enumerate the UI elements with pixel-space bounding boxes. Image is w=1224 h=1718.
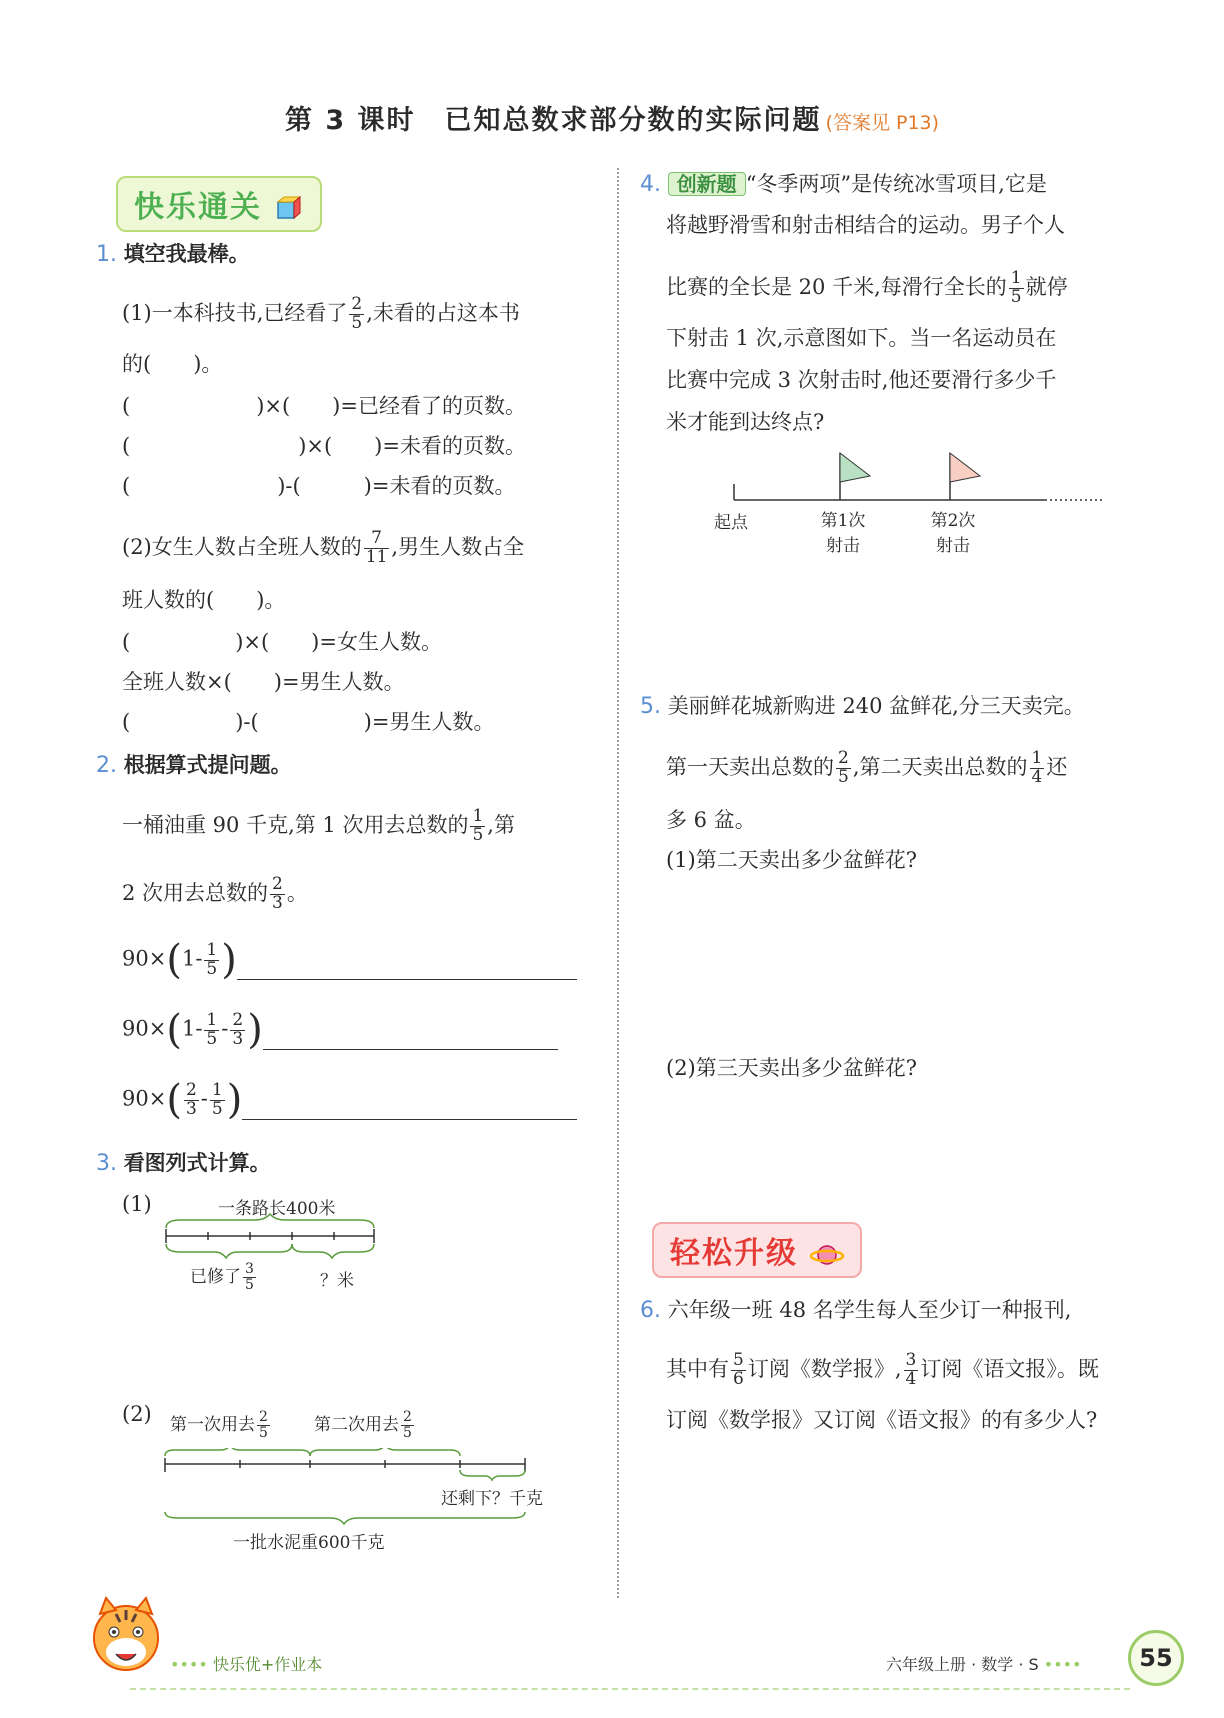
- q1-part2-blank1[interactable]: ( )×( )=女生人数。: [122, 630, 442, 654]
- tiger-mascot-icon: [86, 1594, 166, 1680]
- text-segment: 美丽鲜花城新购进 240 盆鲜花,分三天卖完。: [667, 694, 1085, 718]
- q4-shot2-label: [928, 506, 978, 556]
- text-segment: 第一次用去: [170, 1415, 255, 1435]
- fraction: $\frac{3}{4}$: [905, 1350, 917, 1389]
- q6-line2: [666, 1352, 1099, 1389]
- text-segment: 第一天卖出总数的: [666, 754, 834, 779]
- q4-line3: [666, 270, 1068, 307]
- fraction: $\frac{2}{3}$: [232, 1009, 244, 1049]
- q4-line5: 比赛中完成 3 次射击时,他还要滑行多少千: [666, 368, 1057, 392]
- fraction: $\frac{5}{6}$: [733, 1350, 744, 1389]
- q3-part1-label: (1): [122, 1192, 152, 1216]
- fraction: $\frac{1}{5}$: [206, 939, 218, 979]
- q3-part1-total-label: 一条路长400米: [218, 1199, 336, 1219]
- q1-part2-line1: [122, 530, 524, 567]
- fraction: $\frac{1}{5}$: [211, 1079, 223, 1119]
- lesson-title: 第 3 课时 已知总数求部分数的实际问题: [284, 105, 822, 136]
- q5-sub2: (2)第三天卖出多少盆鲜花?: [666, 1056, 918, 1080]
- text-segment: -: [200, 1086, 208, 1111]
- text-segment: 比赛的全长是 20 千米,每滑行全长的: [666, 274, 1007, 299]
- text-segment: 第二次用去: [314, 1415, 399, 1435]
- footer-book-info: 六年级上册 · 数学 · S ••••: [886, 1655, 1082, 1674]
- page-title: [0, 98, 1224, 137]
- text-segment: 1: [181, 1016, 196, 1041]
- column-divider: [617, 168, 619, 1598]
- q4-line2: 将越野滑雪和射击相结合的运动。男子个人: [666, 213, 1065, 237]
- q1-part2-blank2[interactable]: 全班人数×( )=男生人数。: [122, 670, 405, 694]
- section-badge-happy-pass: [116, 176, 322, 232]
- q4-line6: 米才能到达终点?: [666, 410, 825, 434]
- text-segment: ,未看的占这本书: [366, 300, 520, 325]
- q5-line3: 多 6 盆。: [666, 808, 756, 832]
- q3-part2-first-label: [170, 1410, 272, 1441]
- fraction: $\frac{1}{5}$: [472, 806, 484, 845]
- question-heading: 根据算式提问题。: [123, 753, 292, 777]
- question-number: 6.: [640, 1298, 661, 1323]
- text-segment: -: [195, 1016, 203, 1041]
- question-number: 4.: [640, 172, 661, 197]
- planet-icon: [810, 1240, 844, 1270]
- fraction: $\frac{2}{3}$: [185, 1079, 197, 1119]
- section-badge-label: 快乐通关: [134, 190, 262, 225]
- text-segment: 90×: [122, 946, 167, 971]
- q4-shot1-label: [818, 506, 868, 556]
- q1-part1-blank3[interactable]: ( )-( )=未看的页数。: [122, 474, 516, 498]
- question-number: 1.: [96, 242, 117, 267]
- q6-line1: [640, 1300, 1071, 1322]
- q5-line2: [666, 750, 1067, 787]
- text-segment: ,男生人数占全: [391, 534, 525, 559]
- footer-book-text: 六年级上册 · 数学 · S: [886, 1655, 1039, 1674]
- fraction: $\frac{2}{5}$: [259, 1409, 268, 1441]
- q3-part1-unknown-label: ？米: [320, 1271, 354, 1291]
- text-segment: 六年级一班 48 名学生每人至少订一种报刊,: [667, 1298, 1072, 1322]
- q2-expression-1: 90×(1- $\frac{1}{5}$ ): [122, 940, 577, 980]
- text-segment: 90×: [122, 1086, 167, 1111]
- text-segment: ,第二天卖出总数的: [852, 754, 1028, 779]
- fraction: $\frac{1}{5}$: [1010, 268, 1022, 307]
- fraction: $\frac{1}{4}$: [1031, 748, 1043, 787]
- q1-part2-line2: 班人数的( )。: [122, 588, 286, 612]
- text-segment: ,第: [487, 812, 515, 837]
- footer-brand-text: 快乐优+作业本: [212, 1655, 323, 1674]
- text-segment: 第2次: [930, 511, 976, 531]
- text-segment: 还: [1046, 754, 1068, 779]
- section-badge-easy-upgrade: [652, 1222, 862, 1278]
- q2-line1: [122, 808, 515, 845]
- footer-dashed-line: [130, 1688, 1130, 1690]
- answer-line[interactable]: [242, 1119, 577, 1120]
- innovation-tag: 创新题: [668, 172, 746, 196]
- question-heading: 填空我最棒。: [123, 242, 250, 266]
- q1-part1-blank2[interactable]: ( )×( )=未看的页数。: [122, 434, 526, 458]
- text-segment: 射击: [826, 536, 860, 556]
- text-segment: 就停: [1025, 274, 1068, 299]
- question-heading: 看图列式计算。: [123, 1151, 271, 1175]
- fraction: $\frac{3}{5}$: [245, 1261, 254, 1293]
- text-segment: 90×: [122, 1016, 167, 1041]
- q3-heading: [96, 1153, 271, 1175]
- q2-heading: [96, 755, 292, 777]
- fraction: $\frac{2}{5}$: [403, 1409, 412, 1441]
- q1-heading: [96, 244, 250, 266]
- question-number: 3.: [96, 1151, 117, 1176]
- text-segment: 其中有: [666, 1356, 729, 1381]
- q4-line1: [640, 172, 1047, 196]
- q3-part1-segment-diagram: [160, 1212, 390, 1262]
- answer-line[interactable]: [237, 979, 577, 980]
- q5-sub1: (1)第二天卖出多少盆鲜花?: [666, 848, 918, 872]
- q2-expression-3: 90×( $\frac{2}{3}$ - $\frac{1}{5}$ ): [122, 1080, 577, 1120]
- text-segment: 一桶油重 90 千克,第 1 次用去总数的: [122, 812, 469, 837]
- q3-part2-remain-label: 还剩下？千克: [441, 1489, 543, 1509]
- fraction: $\frac{2}{3}$: [272, 874, 283, 913]
- text-segment: “冬季两项”是传统冰雪项目,它是: [745, 172, 1047, 196]
- fraction: $\frac{2}{5}$: [838, 748, 849, 787]
- text-segment: (2)女生人数占全班人数的: [122, 534, 362, 559]
- text-segment: 射击: [936, 536, 970, 556]
- text-segment: 。: [286, 880, 308, 905]
- text-segment: 已修了: [190, 1267, 241, 1287]
- answer-reference: (答案见 P13): [825, 112, 940, 134]
- q1-part1-blank1[interactable]: ( )×( )=已经看了的页数。: [122, 394, 526, 418]
- text-segment: 1: [181, 946, 196, 971]
- q4-line4: 下射击 1 次,示意图如下。当一名运动员在: [666, 326, 1057, 350]
- text-segment: 2 次用去总数的: [122, 880, 269, 905]
- text-segment: (1)一本科技书,已经看了: [122, 300, 348, 325]
- q1-part1-line2: 的( )。: [122, 352, 223, 376]
- text-segment: -: [221, 1016, 229, 1041]
- text-segment: 第1次: [820, 511, 866, 531]
- text-segment: 订阅《语文报》。既: [920, 1356, 1099, 1381]
- fraction: $\frac{1}{5}$: [206, 1009, 218, 1049]
- fraction: $\frac{7}{11}$: [365, 528, 388, 567]
- q6-line3: 订阅《数学报》又订阅《语文报》的有多少人?: [666, 1408, 1098, 1432]
- q2-expression-2: 90×(1- $\frac{1}{5}$ - $\frac{2}{3}$ ): [122, 1010, 558, 1050]
- q3-part1-built-label: [190, 1262, 258, 1293]
- answer-line[interactable]: [263, 1049, 558, 1050]
- q3-part2-label: (2): [122, 1402, 152, 1426]
- q3-part2-total-label: 一批水泥重600千克: [233, 1533, 385, 1553]
- text-segment: -: [195, 946, 203, 971]
- pencil-cube-icon: [274, 194, 304, 224]
- page-number: 55: [1128, 1630, 1184, 1686]
- footer-brand: •••• 快乐优+作业本: [170, 1655, 323, 1674]
- q3-part2-second-label: [314, 1410, 416, 1441]
- q4-start-label: 起点: [714, 513, 748, 533]
- q5-line1: [640, 696, 1085, 718]
- q1-part1-line1: [122, 296, 520, 333]
- fraction: $\frac{2}{5}$: [351, 294, 363, 333]
- q4-ski-course-diagram: [710, 448, 1110, 508]
- q2-line2: [122, 876, 308, 913]
- text-segment: 订阅《数学报》,: [747, 1356, 902, 1381]
- question-number: 5.: [640, 694, 661, 719]
- question-number: 2.: [96, 753, 117, 778]
- q1-part2-blank3[interactable]: ( )-( )=男生人数。: [122, 710, 495, 734]
- section-badge-label: 轻松升级: [670, 1236, 798, 1271]
